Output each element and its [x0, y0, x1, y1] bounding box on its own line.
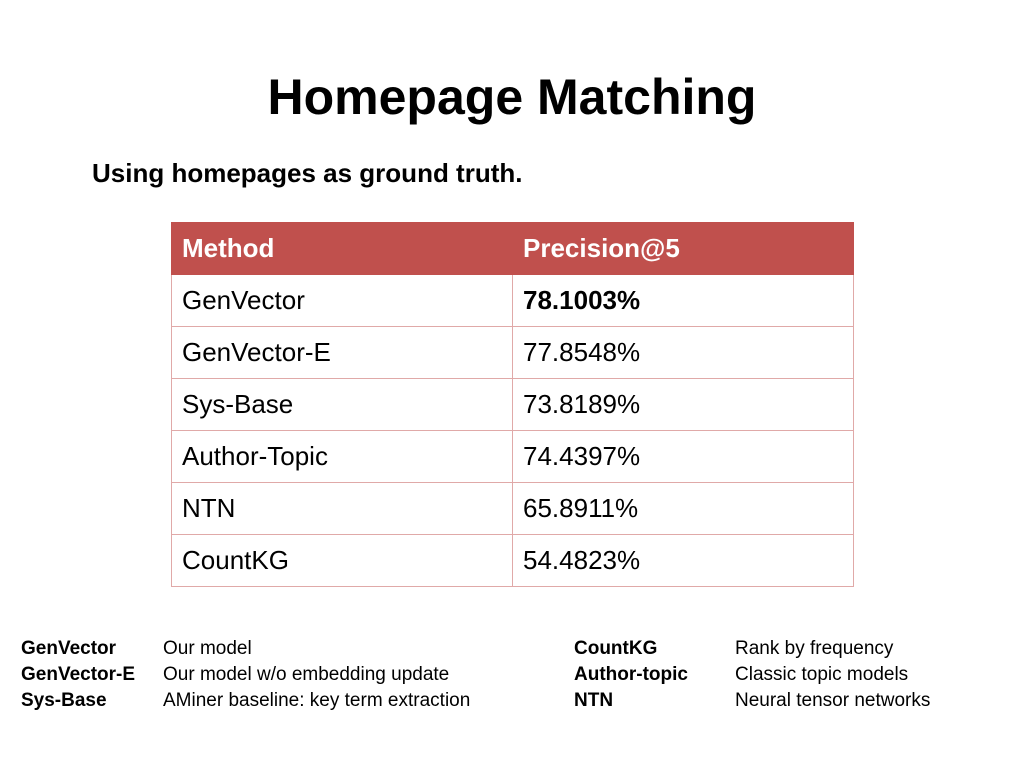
precision-cell-best: 78.1003% — [513, 275, 854, 327]
method-cell: NTN — [172, 483, 513, 535]
legend-term: GenVector — [21, 638, 117, 659]
method-cell: CountKG — [172, 535, 513, 587]
legend-desc: Our model w/o embedding update — [163, 664, 450, 685]
header-method: Method — [172, 223, 513, 275]
slide-title: Homepage Matching — [267, 69, 757, 125]
legend-term: Sys-Base — [21, 690, 107, 711]
legend-desc: Our model — [163, 638, 252, 659]
legend-desc: Rank by frequency — [735, 638, 894, 659]
results-table-header — [172, 223, 854, 275]
table-row — [172, 379, 854, 431]
legend-item — [21, 688, 470, 714]
legend-term: GenVector-E — [21, 664, 136, 685]
results-table — [171, 222, 854, 587]
precision-cell: 65.8911% — [513, 483, 854, 535]
precision-cell: 74.4397% — [513, 431, 854, 483]
header-row — [172, 223, 854, 275]
table-row — [172, 535, 854, 587]
legend-item — [574, 636, 930, 662]
legend-term: CountKG — [574, 638, 658, 659]
legend-term: NTN — [574, 690, 614, 711]
legend-term: Author-topic — [574, 664, 688, 685]
precision-cell: 77.8548% — [513, 327, 854, 379]
table-row — [172, 483, 854, 535]
legend-item — [21, 662, 470, 688]
legend-item — [574, 688, 930, 714]
table-row — [172, 327, 854, 379]
method-cell: Author-Topic — [172, 431, 513, 483]
legend-item — [574, 662, 930, 688]
legend-desc: AMiner baseline: key term extraction — [163, 690, 471, 711]
legend-desc: Neural tensor networks — [735, 690, 931, 711]
legend-item — [21, 636, 470, 662]
results-table-body — [172, 275, 854, 587]
precision-cell: 73.8189% — [513, 379, 854, 431]
header-precision: Precision@5 — [513, 223, 854, 275]
legend-desc: Classic topic models — [735, 664, 909, 685]
slide-subtitle: Using homepages as ground truth. — [92, 158, 523, 188]
precision-cell: 54.4823% — [513, 535, 854, 587]
method-cell: GenVector-E — [172, 327, 513, 379]
method-cell: GenVector — [172, 275, 513, 327]
table-row — [172, 431, 854, 483]
table-row — [172, 275, 854, 327]
legend-right — [574, 636, 930, 714]
method-cell: Sys-Base — [172, 379, 513, 431]
legend-left — [21, 636, 470, 714]
